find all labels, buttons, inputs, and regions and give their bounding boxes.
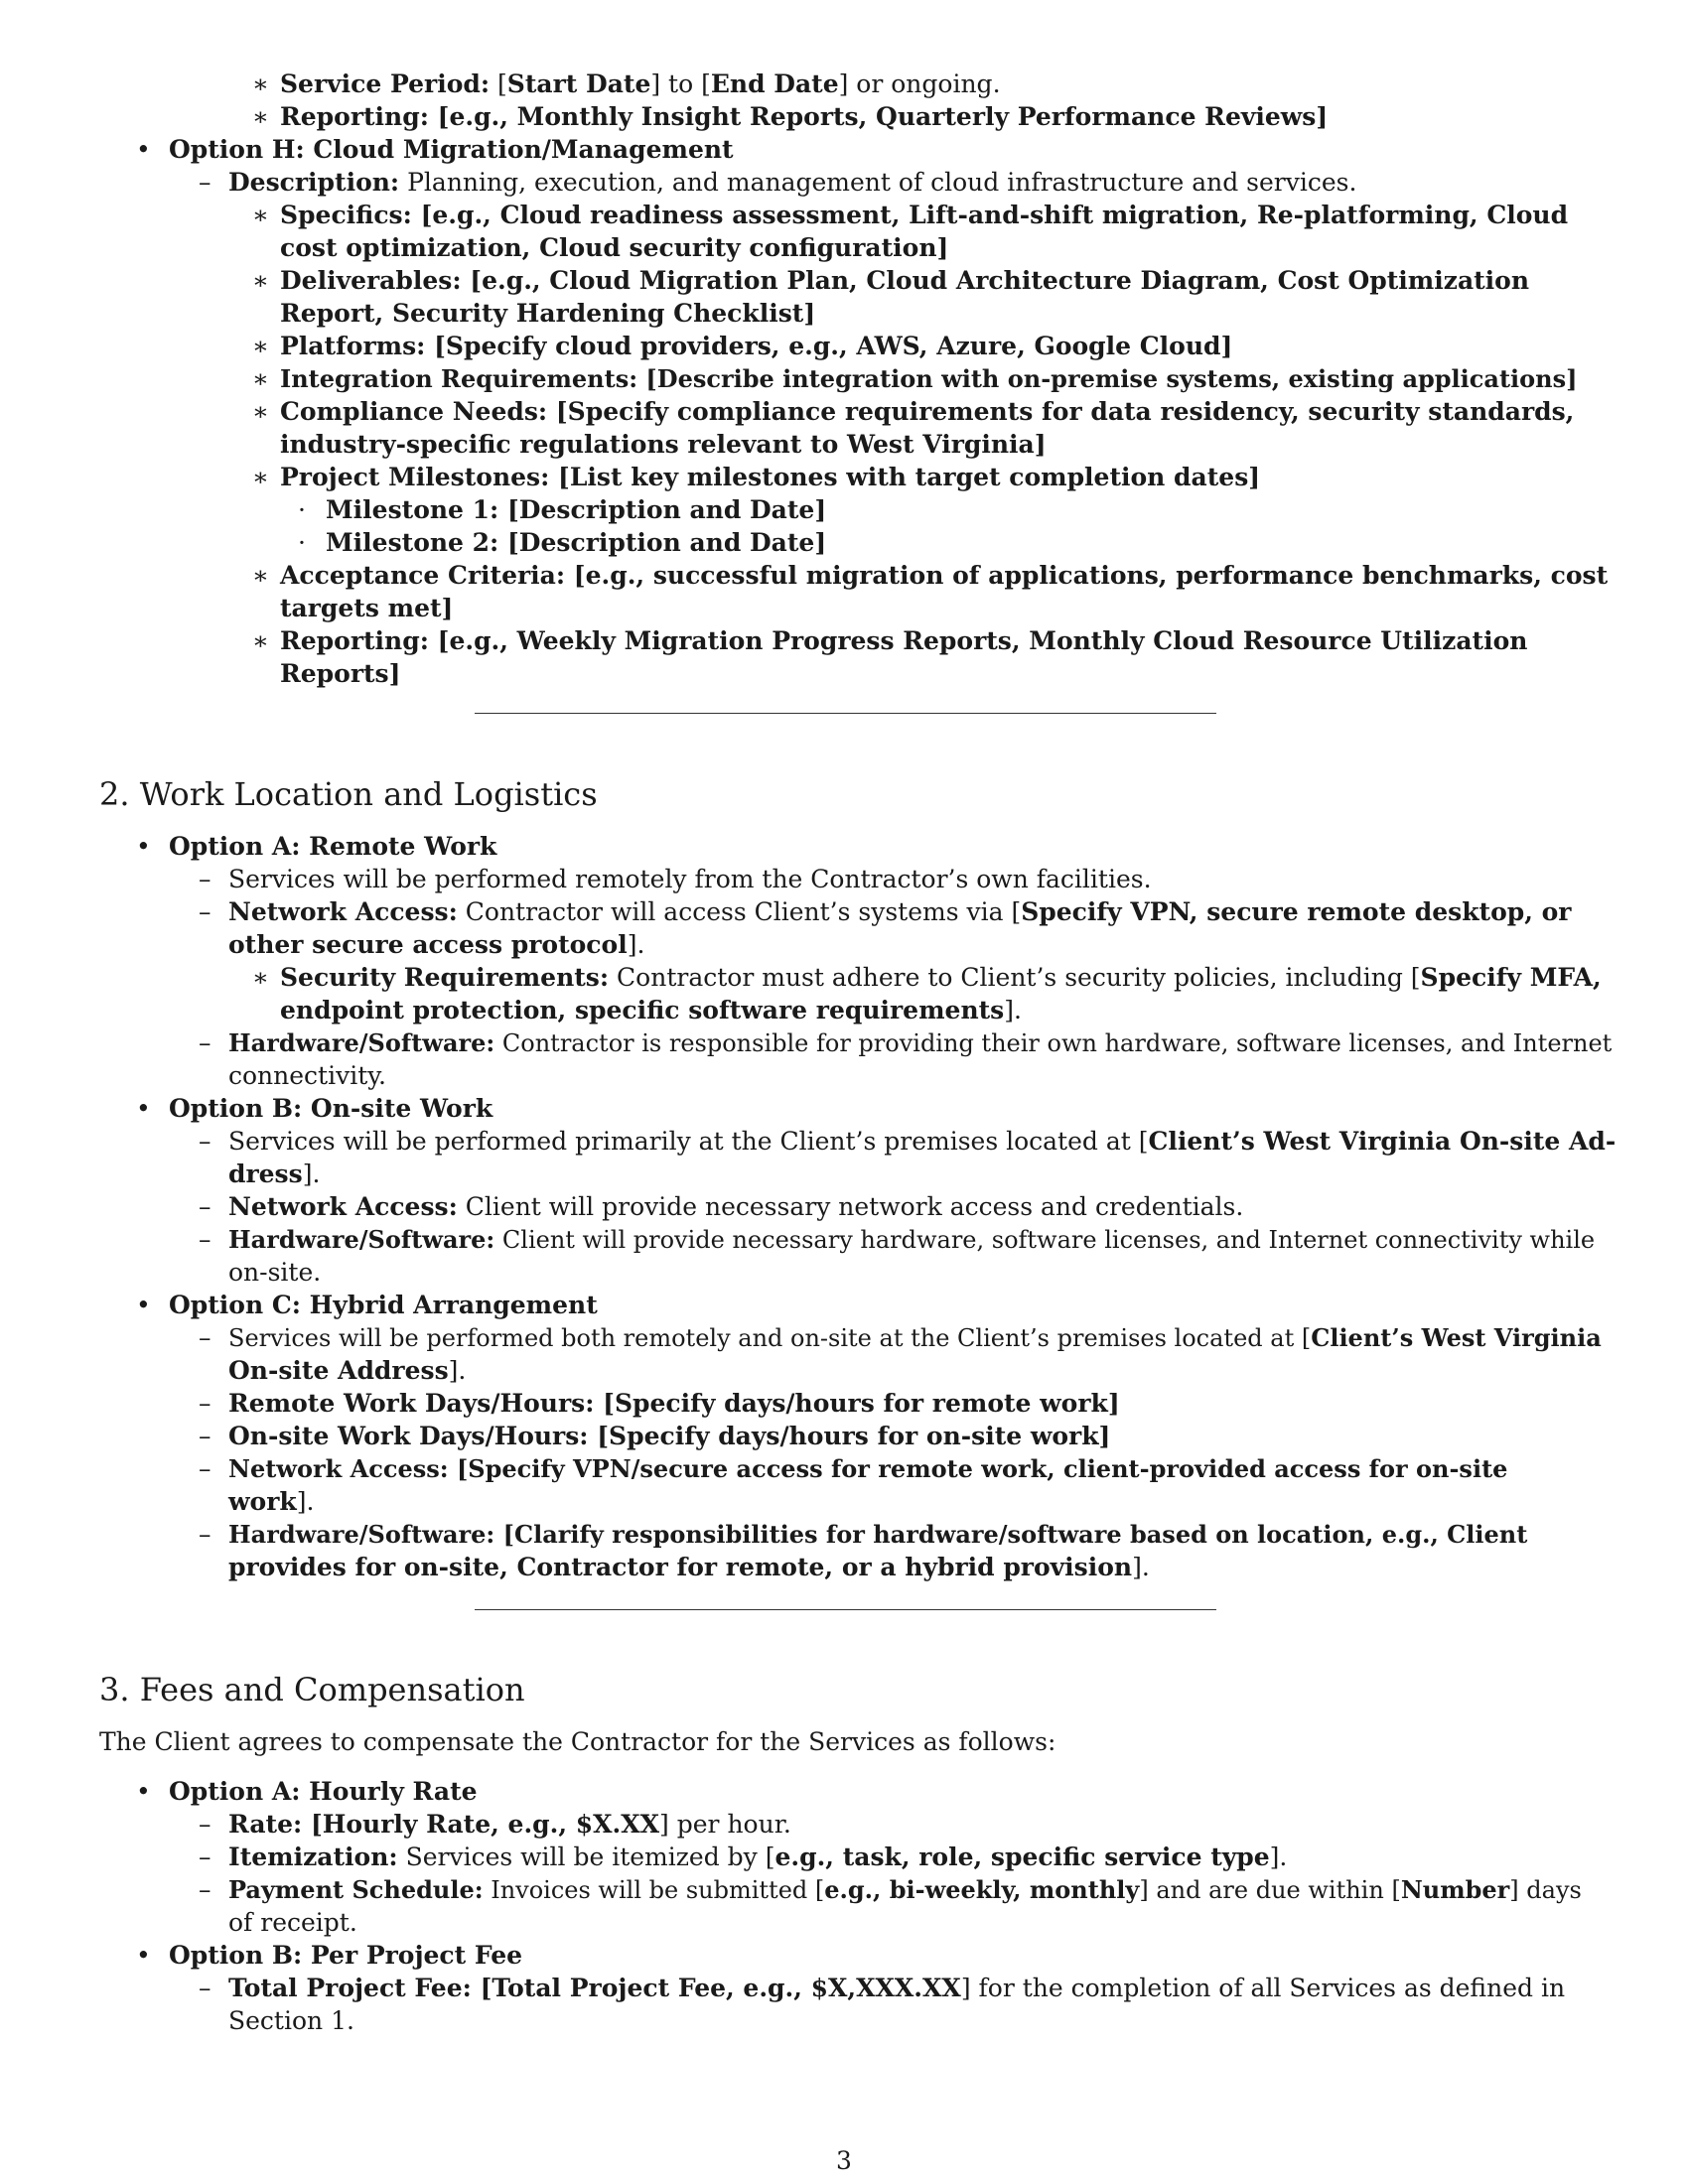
star-marker: ∗ <box>252 332 269 360</box>
acceptance-item: Acceptance Criteria: [e.g., successful migration of applications, performance benchmarks, cost <box>280 561 1609 590</box>
dot-marker: · <box>298 495 306 524</box>
platforms-item: Platforms: [Specify cloud providers, e.g., AWS, Azure, Google Cloud] <box>280 332 1233 360</box>
option-a-remote-title: Option A: Remote Work <box>169 832 497 861</box>
onsite-performed: Services will be performed primarily at the Client’s premises located at [Client’s West Virginia On-site Ad- <box>228 1127 1617 1156</box>
star-marker: ∗ <box>252 201 269 229</box>
hybrid-remote-hours: Remote Work Days/Hours: [Specify days/hours for remote work] <box>228 1389 1120 1418</box>
remote-performed: Services will be performed remotely from the Contractor’s own facilities. <box>228 865 1152 893</box>
dash-marker: – <box>199 1028 211 1057</box>
bullet-marker: • <box>136 1094 151 1123</box>
project-total-fee: Total Project Fee: [Total Project Fee, e.g., $X,XXX.XX] for the completion of all Services as defined in <box>228 1974 1566 2002</box>
section-3-heading: 3. Fees and Compensation <box>99 1671 525 1708</box>
star-marker: ∗ <box>252 266 269 295</box>
dash-marker: – <box>199 1454 211 1483</box>
hourly-payment-schedule: Payment Schedule: Invoices will be submitted [e.g., bi-weekly, monthly] and are due within [Number] days <box>228 1875 1582 1904</box>
specifics-item-cont: cost optimization, Cloud security configuration] <box>280 233 949 262</box>
dash-marker: – <box>199 1810 211 1839</box>
hybrid-hardware-software: Hardware/Software: [Clarify responsibilities for hardware/software based on location, e.g., Client <box>228 1520 1528 1549</box>
page-number: 3 <box>836 2146 852 2175</box>
reporting-item-g: Reporting: [e.g., Monthly Insight Reports, Quarterly Performance Reviews] <box>280 102 1329 131</box>
dash-marker: – <box>199 865 211 893</box>
star-marker: ∗ <box>252 963 269 992</box>
remote-security-requirements-cont: endpoint protection, specific software requirements]. <box>280 996 1022 1024</box>
milestones-item: Project Milestones: [List key milestones with target completion dates] <box>280 463 1261 491</box>
hybrid-hardware-software-cont: provides for on-site, Contractor for remote, or a hybrid provision]. <box>228 1553 1150 1581</box>
section-divider <box>475 713 1216 714</box>
star-marker: ∗ <box>252 69 269 98</box>
remote-network-access-cont: other secure access protocol]. <box>228 930 645 959</box>
integration-item: Integration Requirements: [Describe integration with on-premise systems, existing applications] <box>280 364 1578 393</box>
remote-network-access: Network Access: Contractor will access Client’s systems via [Specify VPN, secure remote desktop, or <box>228 897 1572 926</box>
bullet-marker: • <box>136 1777 151 1806</box>
dash-marker: – <box>199 1192 211 1221</box>
deliverables-item: Deliverables: [e.g., Cloud Migration Plan, Cloud Architecture Diagram, Cost Optimization <box>280 266 1530 295</box>
hybrid-performed: Services will be performed both remotely and on-site at the Client’s premises located at [Client’s West Virginia <box>228 1323 1602 1352</box>
star-marker: ∗ <box>252 397 269 426</box>
option-h-description: Description: Planning, execution, and management of cloud infrastructure and services. <box>228 168 1357 197</box>
star-marker: ∗ <box>252 102 269 131</box>
option-b-onsite-title: Option B: On-site Work <box>169 1094 493 1123</box>
hybrid-onsite-hours: On-site Work Days/Hours: [Specify days/hours for on-site work] <box>228 1422 1111 1450</box>
dash-marker: – <box>199 1974 211 2002</box>
project-total-fee-cont: Section 1. <box>228 2006 354 2035</box>
dash-marker: – <box>199 1323 211 1352</box>
remote-hardware-software: Hardware/Software: Contractor is responsible for providing their own hardware, software licenses, and Internet <box>228 1028 1613 1057</box>
star-marker: ∗ <box>252 463 269 491</box>
option-b-project-title: Option B: Per Project Fee <box>169 1941 523 1970</box>
deliverables-item-cont: Report, Security Hardening Checklist] <box>280 299 816 328</box>
section-divider <box>475 1609 1216 1610</box>
onsite-hardware-software: Hardware/Software: Client will provide necessary hardware, software licenses, and Internet connectivity while <box>228 1225 1596 1254</box>
star-marker: ∗ <box>252 364 269 393</box>
dash-marker: – <box>199 897 211 926</box>
dash-marker: – <box>199 1389 211 1418</box>
bullet-marker: • <box>136 135 151 164</box>
bullet-marker: • <box>136 1291 151 1319</box>
remote-hardware-software-cont: connectivity. <box>228 1061 387 1090</box>
dot-marker: · <box>298 528 306 557</box>
compliance-item: Compliance Needs: [Specify compliance requirements for data residency, security standards, <box>280 397 1575 426</box>
section-2-heading: 2. Work Location and Logistics <box>99 775 598 813</box>
compliance-item-cont: industry-specific regulations relevant to West Virginia] <box>280 430 1047 459</box>
onsite-performed-cont: dress]. <box>228 1160 321 1188</box>
dash-marker: – <box>199 1520 211 1549</box>
fees-intro: The Client agrees to compensate the Contractor for the Services as follows: <box>99 1727 1056 1756</box>
dash-marker: – <box>199 1875 211 1904</box>
milestone-2: Milestone 2: [Description and Date] <box>326 528 827 557</box>
hourly-payment-schedule-cont: of receipt. <box>228 1908 357 1937</box>
hourly-rate: Rate: [Hourly Rate, e.g., $X.XX] per hour. <box>228 1810 791 1839</box>
service-period-item: Service Period: [Start Date] to [End Date] or ongoing. <box>280 69 1001 98</box>
hourly-itemization: Itemization: Services will be itemized by [e.g., task, role, specific service type]. <box>228 1843 1288 1871</box>
onsite-network-access: Network Access: Client will provide necessary network access and credentials. <box>228 1192 1244 1221</box>
specifics-item: Specifics: [e.g., Cloud readiness assessment, Lift-and-shift migration, Re-platforming, Cloud <box>280 201 1569 229</box>
dash-marker: – <box>199 1422 211 1450</box>
dash-marker: – <box>199 168 211 197</box>
reporting-item-h: Reporting: [e.g., Weekly Migration Progress Reports, Monthly Cloud Resource Utilization <box>280 626 1528 655</box>
onsite-hardware-software-cont: on-site. <box>228 1258 322 1287</box>
milestone-1: Milestone 1: [Description and Date] <box>326 495 827 524</box>
bullet-marker: • <box>136 832 151 861</box>
option-h-title: Option H: Cloud Migration/Management <box>169 135 734 164</box>
remote-security-requirements: Security Requirements: Contractor must adhere to Client’s security policies, including [Specify MFA, <box>280 963 1602 992</box>
star-marker: ∗ <box>252 561 269 590</box>
hybrid-performed-cont: On-site Address]. <box>228 1356 467 1385</box>
star-marker: ∗ <box>252 626 269 655</box>
option-a-hourly-title: Option A: Hourly Rate <box>169 1777 478 1806</box>
hybrid-network-access: Network Access: [Specify VPN/secure access for remote work, client-provided access for on-site <box>228 1454 1508 1483</box>
hybrid-network-access-cont: work]. <box>228 1487 315 1516</box>
bullet-marker: • <box>136 1941 151 1970</box>
reporting-item-h-cont: Reports] <box>280 659 401 688</box>
acceptance-item-cont: targets met] <box>280 594 454 622</box>
dash-marker: – <box>199 1127 211 1156</box>
dash-marker: – <box>199 1843 211 1871</box>
option-c-hybrid-title: Option C: Hybrid Arrangement <box>169 1291 598 1319</box>
dash-marker: – <box>199 1225 211 1254</box>
